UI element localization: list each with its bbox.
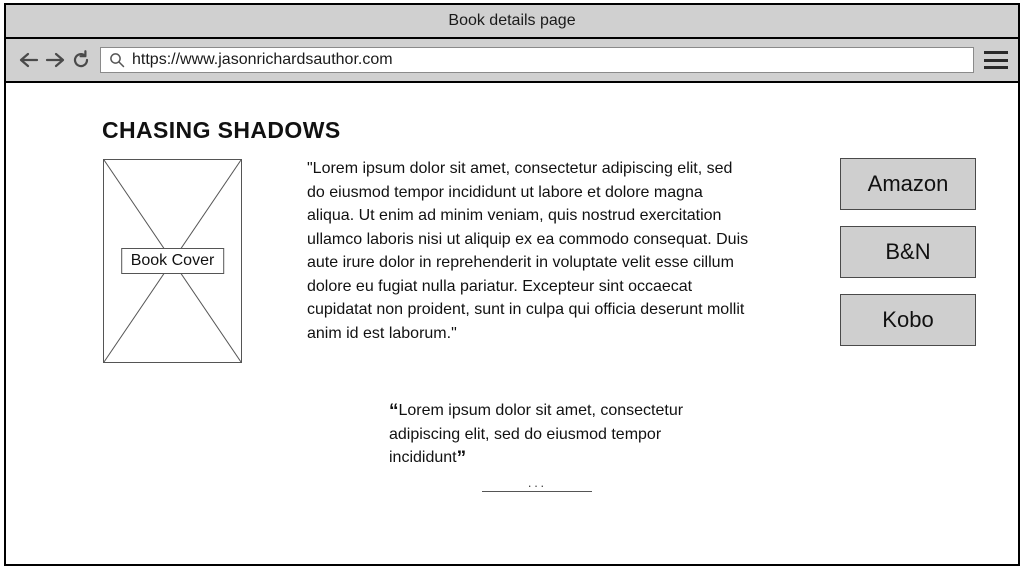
buy-button-kobo[interactable]: Kobo (840, 294, 976, 346)
pullquote (389, 399, 689, 470)
book-description: "Lorem ipsum dolor sit amet, consectetur adipiscing elit, sed do eiusmod tempor incididunt ut labore et dolore magna aliqua. Ut enim ad minim veniam, quis nostrud exercitation ullamco laboris nisi ut aliquip ex ea commodo consequat. Duis aute irure dolor in reprehenderit in voluptate velit esse cillum dolore eu fugiat nulla pariatur. Excepteur sint occaecat cupidatat non proident, sunt in culpa qui officia deserunt mollit anim id est laborum." (307, 160, 749, 342)
menu-line-2 (984, 59, 1008, 62)
quote-open-icon: “ (389, 401, 399, 422)
hamburger-menu-icon[interactable] (984, 49, 1008, 71)
back-button[interactable] (16, 47, 42, 73)
book-cover-placeholder (103, 159, 242, 363)
divider-dots: ··· (527, 478, 547, 493)
page-content (6, 83, 1018, 564)
arrow-left-icon (18, 50, 40, 70)
search-icon (109, 52, 125, 68)
buy-button-bn[interactable]: B&N (840, 226, 976, 278)
buy-links-group (840, 158, 976, 362)
forward-button[interactable] (42, 47, 68, 73)
browser-window (4, 3, 1020, 566)
window-titlebar (6, 5, 1018, 39)
quote-close-icon: ” (456, 448, 467, 469)
buy-button-amazon[interactable]: Amazon (840, 158, 976, 210)
window-title: Book details page (448, 12, 576, 29)
reload-icon (70, 49, 92, 71)
arrow-right-icon (44, 50, 66, 70)
book-cover-label: Book Cover (121, 248, 225, 274)
section-divider (482, 478, 592, 493)
address-bar[interactable] (100, 47, 974, 73)
browser-toolbar (6, 39, 1018, 83)
address-bar-url: https://www.jasonrichardsauthor.com (132, 51, 393, 68)
pullquote-text: Lorem ipsum dolor sit amet, consectetur adipiscing elit, sed do eiusmod tempor incididunt (389, 402, 684, 466)
reload-button[interactable] (68, 47, 94, 73)
menu-line-1 (984, 51, 1008, 54)
menu-line-3 (984, 66, 1008, 69)
page-title: CHASING SHADOWS (102, 117, 341, 143)
